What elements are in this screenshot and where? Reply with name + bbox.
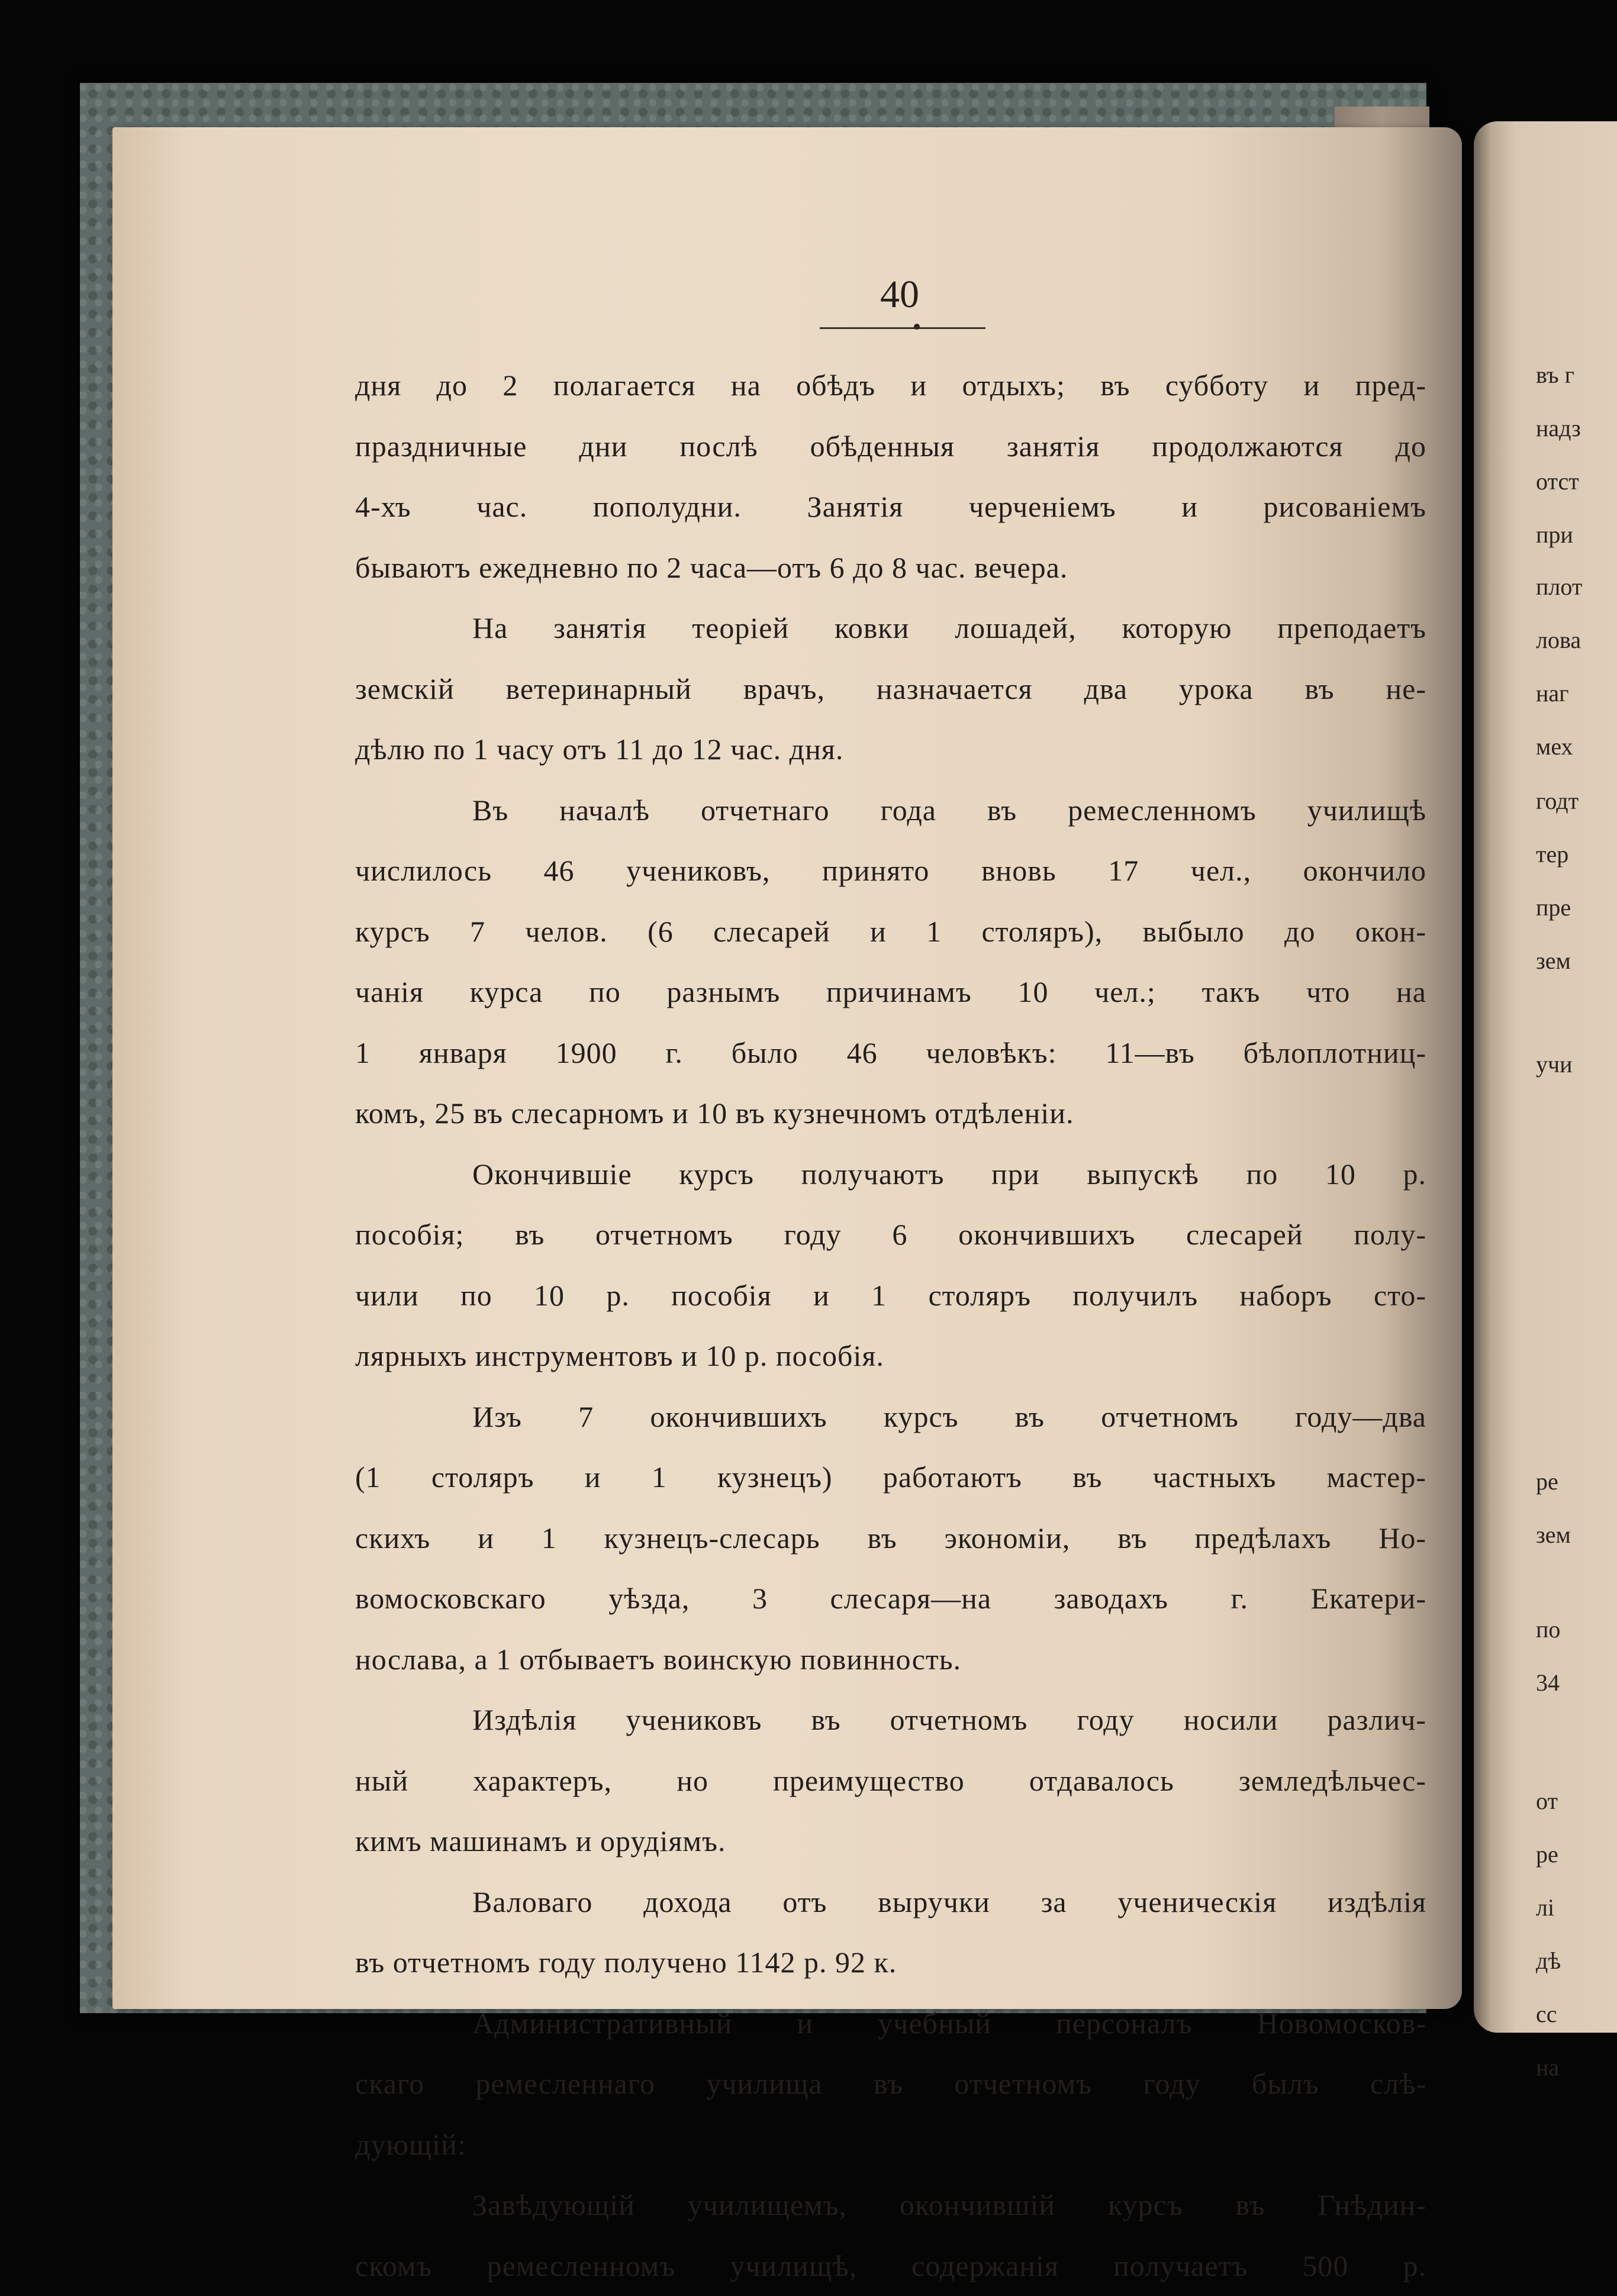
text-line: числилось 46 учениковъ, принято вновь 17 чел., окончило — [355, 840, 1426, 901]
facing-page-fragment: зем — [1536, 947, 1571, 975]
facing-page-fragment: пре — [1536, 894, 1571, 921]
text-line: нослава, а 1 отбываетъ воинскую повинность. — [355, 1629, 1426, 1690]
text-line: скомъ ремесленномъ училищѣ, содержанія получаетъ 500 р. — [355, 2236, 1426, 2296]
facing-page-fragment: 34 — [1536, 1669, 1560, 1697]
facing-page-fragment: въ г — [1536, 361, 1574, 389]
text-line: въ отчетномъ году получено 1142 р. 92 к. — [355, 1932, 1426, 1993]
text-line: На занятія теоріей ковки лошадей, которую преподаетъ — [355, 598, 1426, 659]
text-line: ный характеръ, но преимущество отдавалось земледѣльчес- — [355, 1750, 1426, 1811]
text-line: дня до 2 полагается на обѣдъ и отдыхъ; въ субботу и пред- — [355, 355, 1426, 416]
text-line: чили по 10 р. пособія и 1 столяръ получилъ наборъ сто- — [355, 1265, 1426, 1326]
facing-page-fragment: при — [1536, 521, 1573, 549]
text-line: Административный и учебный персоналъ Новомосков- — [355, 1993, 1426, 2054]
text-line: Въ началѣ отчетнаго года въ ремесленномъ училищѣ — [355, 780, 1426, 841]
page-number-ornament — [914, 324, 920, 330]
facing-page-fragment: дѣ — [1536, 1947, 1561, 1975]
text-line: 4-хъ час. пополудни. Занятія черченіемъ и рисованіемъ — [355, 476, 1426, 537]
text-line: (1 столяръ и 1 кузнецъ) работаютъ въ частныхъ мастер- — [355, 1447, 1426, 1508]
text-line: дующій: — [355, 2114, 1426, 2175]
text-line: Валоваго дохода отъ выручки за ученическія издѣлія — [355, 1872, 1426, 1933]
facing-page-fragment: тер — [1536, 840, 1568, 868]
facing-page-fragment: учи — [1536, 1050, 1573, 1078]
facing-page-fragment: мех — [1536, 733, 1573, 760]
facing-page-fragment: по — [1536, 1615, 1560, 1643]
text-line: дѣлю по 1 часу отъ 11 до 12 час. дня. — [355, 719, 1426, 780]
facing-page-fragment: годт — [1536, 787, 1579, 815]
text-line: Окончившіе курсъ получаютъ при выпускѣ по 10 р. — [355, 1144, 1426, 1205]
text-line: лярныхъ инструментовъ и 10 р. пособія. — [355, 1326, 1426, 1386]
facing-page-fragment: лі — [1536, 1894, 1554, 1921]
facing-page-fragment: на — [1536, 2053, 1559, 2081]
text-line: земскій ветеринарный врачъ, назначается два урока въ не- — [355, 659, 1426, 720]
text-line: комъ, 25 въ слесарномъ и 10 въ кузнечномъ отдѣленіи. — [355, 1083, 1426, 1144]
page-number-rule — [820, 327, 985, 329]
facing-page-fragment: ре — [1536, 1468, 1558, 1495]
facing-page-fragment: отст — [1536, 467, 1579, 495]
text-line: вомосковскаго уѣзда, 3 слесаря—на заводахъ г. Екатери- — [355, 1568, 1426, 1629]
facing-page — [1474, 121, 1617, 2033]
facing-page-fragment: сс — [1536, 2000, 1557, 2028]
facing-page-fragment: ре — [1536, 1840, 1558, 1868]
text-line: бываютъ ежедневно по 2 часа—отъ 6 до 8 час. вечера. — [355, 537, 1426, 598]
text-line: Завѣдующій училищемъ, окончившій курсъ въ Гнѣдин- — [355, 2175, 1426, 2236]
text-line: пособія; въ отчетномъ году 6 окончившихъ слесарей полу- — [355, 1204, 1426, 1265]
facing-page-fragment: зем — [1536, 1521, 1571, 1549]
text-line: скаго ремесленнаго училища въ отчетномъ году былъ слѣ- — [355, 2053, 1426, 2114]
text-line: Изъ 7 окончившихъ курсъ въ отчетномъ году—два — [355, 1386, 1426, 1447]
text-line: Издѣлія учениковъ въ отчетномъ году носили различ- — [355, 1689, 1426, 1750]
facing-page-fragment: от — [1536, 1787, 1558, 1815]
text-line: чанія курса по разнымъ причинамъ 10 чел.; такъ что на — [355, 962, 1426, 1023]
facing-page-fragment: наг — [1536, 679, 1569, 707]
text-line: праздничные дни послѣ обѣденныя занятія продолжаются до — [355, 416, 1426, 477]
facing-page-fragment: плот — [1536, 573, 1582, 601]
facing-page-fragment: лова — [1536, 626, 1581, 654]
text-line: скихъ и 1 кузнецъ-слесарь въ экономіи, въ предѣлахъ Но- — [355, 1508, 1426, 1569]
text-line: 1 января 1900 г. было 46 человѣкъ: 11—въ бѣлоплотниц- — [355, 1023, 1426, 1083]
text-line: кимъ машинамъ и орудіямъ. — [355, 1811, 1426, 1872]
text-line: курсъ 7 челов. (6 слесарей и 1 столяръ), выбыло до окон- — [355, 901, 1426, 962]
page-number: 40 — [852, 272, 947, 317]
page-body-text — [355, 355, 1426, 2296]
facing-page-fragment: надз — [1536, 414, 1581, 442]
